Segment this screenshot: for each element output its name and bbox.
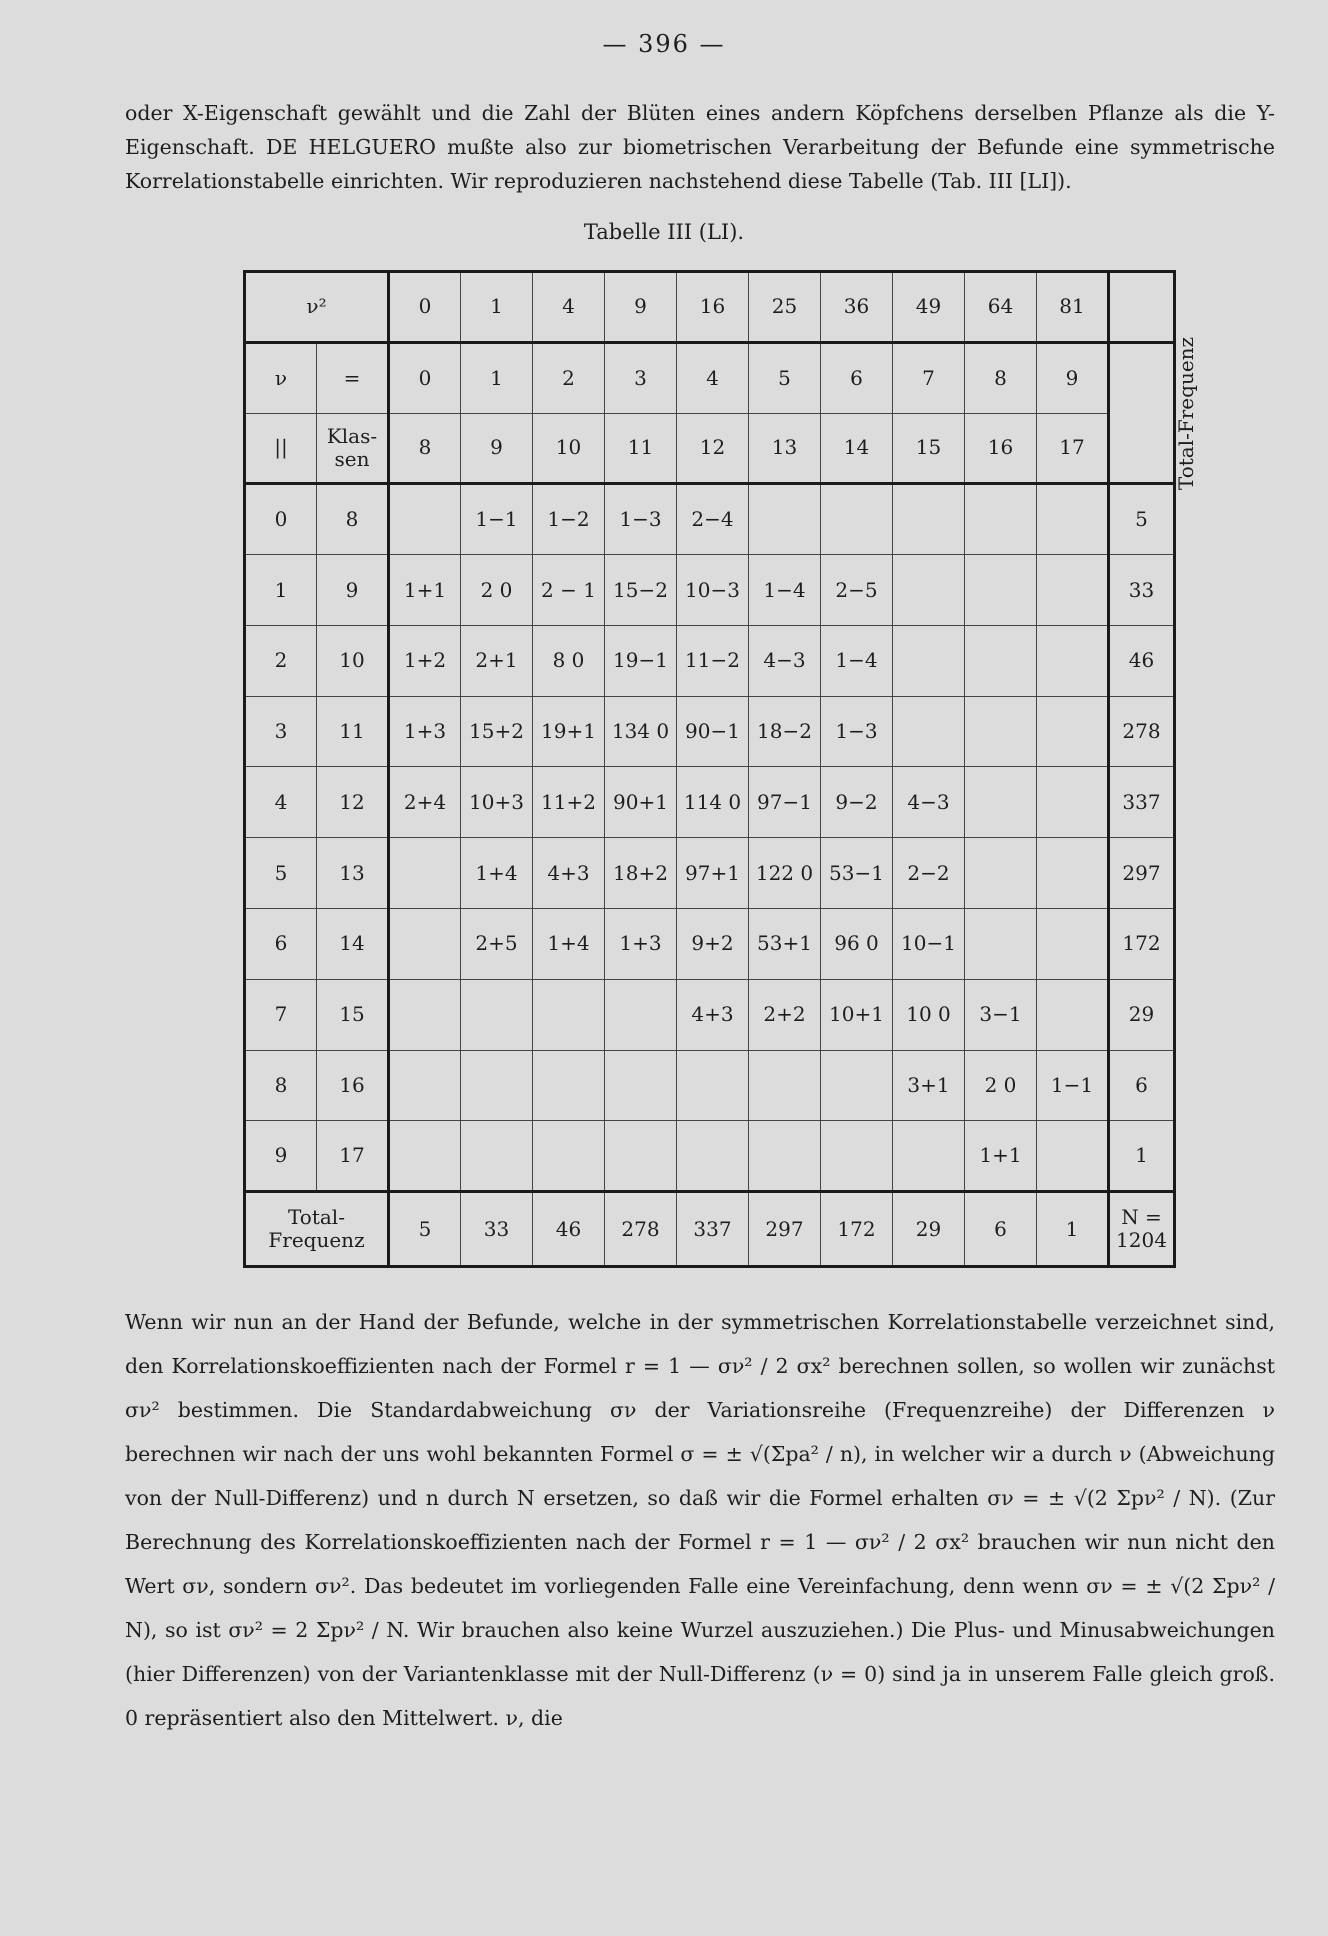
klasse-value: 8 <box>389 413 461 484</box>
frequency-cell <box>821 1050 893 1121</box>
row-nu: 1 <box>245 555 317 626</box>
frequency-cell: 1−3 <box>605 484 677 555</box>
frequency-cell: 1+3 <box>605 909 677 980</box>
frequency-cell: 2−4 <box>677 484 749 555</box>
correlation-table <box>243 270 1199 1268</box>
row-nu: 0 <box>245 484 317 555</box>
paragraph-bottom: Wenn wir nun an der Hand der Befunde, welche in der symmetrischen Korrelationstabelle verzeichnet sind, den Korrelationskoeffizienten nach der Formel r = 1 — σν² / 2 σx² berechnen sollen, so wollen wir zunächst σν² bestimmen. Die Standardabweichung σν der Variationsreihe (Frequenzreihe) der Differenzen ν berechnen wir nach der uns wohl bekannten Formel σ = ± √(Σpa² / n), in welcher wir a durch ν (Abweichung von der Null-Differenz) und n durch N ersetzen, so daß wir die Formel erhalten σν = ± √(2 Σpν² / N). (Zur Berechnung des Korrelationskoeffizienten nach der Formel r = 1 — σν² / 2 σx² brauchen wir nun nicht den Wert σν, sondern σν². Das bedeutet im vorliegenden Falle eine Vereinfachung, denn wenn σν = ± √(2 Σpν² / N), so ist σν² = 2 Σpν² / N. Wir brauchen also keine Wurzel auszuziehen.) Die Plus- und Minusabweichungen (hier Differenzen) von der Variantenklasse mit der Null-Differenz (ν = 0) sind ja in unserem Falle gleich groß. 0 repräsentiert also den Mittelwert. ν, die <box>125 1310 1275 1730</box>
frequency-cell: 19+1 <box>533 696 605 767</box>
frequency-cell <box>389 838 461 909</box>
row-total: 297 <box>1109 838 1175 909</box>
frequency-cell: 97+1 <box>677 838 749 909</box>
frequency-cell <box>533 1121 605 1192</box>
total-row-label: Total-Frequenz <box>245 1192 389 1267</box>
nu-value: 6 <box>821 342 893 413</box>
klasse-value: 17 <box>1037 413 1109 484</box>
header-row-nu2 <box>245 272 1175 343</box>
nu-value: 0 <box>389 342 461 413</box>
nu-value: 7 <box>893 342 965 413</box>
frequency-cell <box>965 767 1037 838</box>
frequency-cell: 1+1 <box>965 1121 1037 1192</box>
frequency-cell <box>965 625 1037 696</box>
row-nu: 3 <box>245 696 317 767</box>
row-klasse: 11 <box>317 696 389 767</box>
frequency-cell: 90+1 <box>605 767 677 838</box>
frequency-cell: 11+2 <box>533 767 605 838</box>
frequency-cell <box>1037 979 1109 1050</box>
frequency-cell: 4−3 <box>893 767 965 838</box>
frequency-cell <box>965 838 1037 909</box>
frequency-cell <box>605 1050 677 1121</box>
column-total: 278 <box>605 1192 677 1267</box>
klasse-value: 11 <box>605 413 677 484</box>
row-total: 6 <box>1109 1050 1175 1121</box>
nu2-value: 64 <box>965 272 1037 343</box>
frequency-cell <box>965 484 1037 555</box>
nu-value: 5 <box>749 342 821 413</box>
frequency-cell: 2−5 <box>821 555 893 626</box>
frequency-cell: 1+1 <box>389 555 461 626</box>
nu-value: 1 <box>461 342 533 413</box>
frequency-cell <box>533 979 605 1050</box>
nu-value: 8 <box>965 342 1037 413</box>
frequency-cell <box>389 484 461 555</box>
klassen-label: Klas-sen <box>317 413 389 484</box>
frequency-cell: 1−1 <box>1037 1050 1109 1121</box>
frequency-cell: 10+1 <box>821 979 893 1050</box>
table-row <box>245 484 1175 555</box>
nu2-label: ν² <box>245 272 389 343</box>
frequency-cell <box>893 625 965 696</box>
frequency-cell <box>677 1050 749 1121</box>
frequency-cell: 4−3 <box>749 625 821 696</box>
frequency-cell: 1+4 <box>461 838 533 909</box>
row-nu: 4 <box>245 767 317 838</box>
parallel-label: || <box>245 413 317 484</box>
klasse-value: 9 <box>461 413 533 484</box>
table-row <box>245 838 1175 909</box>
frequency-cell: 4+3 <box>533 838 605 909</box>
page-number: — 396 — <box>602 30 726 58</box>
frequency-cell: 9−2 <box>821 767 893 838</box>
row-klasse: 15 <box>317 979 389 1050</box>
row-klasse: 14 <box>317 909 389 980</box>
frequency-cell: 2+1 <box>461 625 533 696</box>
frequency-cell: 1−4 <box>821 625 893 696</box>
nu2-value: 49 <box>893 272 965 343</box>
frequency-cell <box>965 555 1037 626</box>
column-total: 1 <box>1037 1192 1109 1267</box>
frequency-cell <box>965 696 1037 767</box>
frequency-cell: 10 0 <box>893 979 965 1050</box>
empty-corner <box>1109 272 1175 343</box>
frequency-cell <box>965 909 1037 980</box>
eq-label: = <box>317 342 389 413</box>
frequency-cell: 1+3 <box>389 696 461 767</box>
frequency-cell: 53+1 <box>749 909 821 980</box>
frequency-cell: 18+2 <box>605 838 677 909</box>
frequency-cell <box>1037 625 1109 696</box>
klasse-value: 16 <box>965 413 1037 484</box>
row-total: 5 <box>1109 484 1175 555</box>
frequency-cell: 4+3 <box>677 979 749 1050</box>
frequency-cell <box>677 1121 749 1192</box>
frequency-cell: 11−2 <box>677 625 749 696</box>
frequency-cell <box>533 1050 605 1121</box>
table-row <box>245 979 1175 1050</box>
nu2-value: 36 <box>821 272 893 343</box>
frequency-cell: 9+2 <box>677 909 749 980</box>
frequency-cell: 96 0 <box>821 909 893 980</box>
frequency-cell: 1−4 <box>749 555 821 626</box>
table-row <box>245 555 1175 626</box>
column-total: 297 <box>749 1192 821 1267</box>
frequency-cell: 1−1 <box>461 484 533 555</box>
grand-total: N = 1204 <box>1109 1192 1175 1267</box>
column-total: 5 <box>389 1192 461 1267</box>
column-total: 337 <box>677 1192 749 1267</box>
frequency-cell <box>1037 696 1109 767</box>
row-nu: 6 <box>245 909 317 980</box>
frequency-cell <box>1037 838 1109 909</box>
frequency-cell: 8 0 <box>533 625 605 696</box>
row-klasse: 13 <box>317 838 389 909</box>
frequency-cell: 18−2 <box>749 696 821 767</box>
total-row <box>245 1192 1175 1267</box>
frequency-cell: 15+2 <box>461 696 533 767</box>
frequency-cell: 10−3 <box>677 555 749 626</box>
table-row <box>245 1050 1175 1121</box>
frequency-cell <box>1037 484 1109 555</box>
nu2-value: 4 <box>533 272 605 343</box>
klasse-value: 12 <box>677 413 749 484</box>
table-row <box>245 909 1175 980</box>
column-total: 6 <box>965 1192 1037 1267</box>
frequency-cell <box>821 484 893 555</box>
nu2-value: 1 <box>461 272 533 343</box>
row-klasse: 10 <box>317 625 389 696</box>
row-nu: 9 <box>245 1121 317 1192</box>
frequency-cell <box>605 979 677 1050</box>
frequency-cell <box>389 1050 461 1121</box>
row-total: 33 <box>1109 555 1175 626</box>
frequency-cell: 10+3 <box>461 767 533 838</box>
frequency-cell: 2+2 <box>749 979 821 1050</box>
frequency-cell <box>461 1050 533 1121</box>
nu-value: 9 <box>1037 342 1109 413</box>
frequency-cell: 19−1 <box>605 625 677 696</box>
row-nu: 5 <box>245 838 317 909</box>
frequency-cell: 2 0 <box>965 1050 1037 1121</box>
frequency-cell: 10−1 <box>893 909 965 980</box>
table-row <box>245 625 1175 696</box>
frequency-cell: 1+4 <box>533 909 605 980</box>
nu2-value: 25 <box>749 272 821 343</box>
frequency-cell: 90−1 <box>677 696 749 767</box>
nu-value: 2 <box>533 342 605 413</box>
header-row-nu <box>245 342 1175 413</box>
row-total: 337 <box>1109 767 1175 838</box>
frequency-cell <box>389 979 461 1050</box>
table-row <box>245 767 1175 838</box>
frequency-cell: 2 − 1 <box>533 555 605 626</box>
nu-value: 3 <box>605 342 677 413</box>
frequency-cell: 3−1 <box>965 979 1037 1050</box>
row-klasse: 16 <box>317 1050 389 1121</box>
frequency-cell <box>821 1121 893 1192</box>
frequency-cell: 1−2 <box>533 484 605 555</box>
paragraph-top: oder X-Eigenschaft gewählt und die Zahl der Blüten eines andern Köpfchens derselben Pflanze als die Y-Eigenschaft. DE HELGUERO mußte also zur biometrischen Verarbeitung der Befunde eine symmetrische Korrelationstabelle einrichten. Wir reproduzieren nachstehend diese Tabelle (Tab. III [LI]). <box>125 101 1275 193</box>
frequency-cell: 114 0 <box>677 767 749 838</box>
table-row <box>245 1121 1175 1192</box>
frequency-cell <box>389 909 461 980</box>
frequency-cell <box>461 1121 533 1192</box>
frequency-cell: 2+4 <box>389 767 461 838</box>
klasse-value: 13 <box>749 413 821 484</box>
column-total: 46 <box>533 1192 605 1267</box>
row-klasse: 12 <box>317 767 389 838</box>
frequency-cell: 2−2 <box>893 838 965 909</box>
frequency-cell: 97−1 <box>749 767 821 838</box>
row-nu: 7 <box>245 979 317 1050</box>
frequency-cell <box>749 1050 821 1121</box>
frequency-cell: 53−1 <box>821 838 893 909</box>
frequency-cell: 1+2 <box>389 625 461 696</box>
nu2-value: 16 <box>677 272 749 343</box>
frequency-cell <box>461 979 533 1050</box>
column-total: 29 <box>893 1192 965 1267</box>
row-nu: 2 <box>245 625 317 696</box>
frequency-cell <box>1037 767 1109 838</box>
klasse-value: 14 <box>821 413 893 484</box>
row-klasse: 17 <box>317 1121 389 1192</box>
total-frequency-vertical-label: Total-Frequenz <box>1174 336 1199 490</box>
frequency-cell: 2 0 <box>461 555 533 626</box>
frequency-cell <box>1037 1121 1109 1192</box>
header-row-klassen <box>245 413 1175 484</box>
frequency-cell <box>893 696 965 767</box>
column-total: 172 <box>821 1192 893 1267</box>
row-nu: 8 <box>245 1050 317 1121</box>
table-caption: Tabelle III (LI). <box>583 220 745 244</box>
frequency-cell <box>749 1121 821 1192</box>
row-total: 1 <box>1109 1121 1175 1192</box>
frequency-cell <box>1037 909 1109 980</box>
frequency-cell: 15−2 <box>605 555 677 626</box>
nu2-value: 81 <box>1037 272 1109 343</box>
frequency-cell: 2+5 <box>461 909 533 980</box>
nu2-value: 9 <box>605 272 677 343</box>
frequency-cell <box>389 1121 461 1192</box>
frequency-cell <box>893 555 965 626</box>
klasse-value: 10 <box>533 413 605 484</box>
frequency-cell: 122 0 <box>749 838 821 909</box>
table-row <box>245 696 1175 767</box>
frequency-cell <box>893 484 965 555</box>
row-total: 29 <box>1109 979 1175 1050</box>
frequency-cell: 1−3 <box>821 696 893 767</box>
frequency-cell <box>1037 555 1109 626</box>
klasse-value: 15 <box>893 413 965 484</box>
nu2-value: 0 <box>389 272 461 343</box>
row-total: 46 <box>1109 625 1175 696</box>
row-total: 172 <box>1109 909 1175 980</box>
frequency-cell: 134 0 <box>605 696 677 767</box>
frequency-cell: 3+1 <box>893 1050 965 1121</box>
row-total: 278 <box>1109 696 1175 767</box>
frequency-cell <box>749 484 821 555</box>
total-frequency-header <box>1109 336 1199 490</box>
nu-label: ν <box>245 342 317 413</box>
nu-value: 4 <box>677 342 749 413</box>
row-klasse: 9 <box>317 555 389 626</box>
frequency-cell <box>893 1121 965 1192</box>
column-total: 33 <box>461 1192 533 1267</box>
data-rows <box>245 484 1175 1192</box>
row-klasse: 8 <box>317 484 389 555</box>
frequency-cell <box>605 1121 677 1192</box>
